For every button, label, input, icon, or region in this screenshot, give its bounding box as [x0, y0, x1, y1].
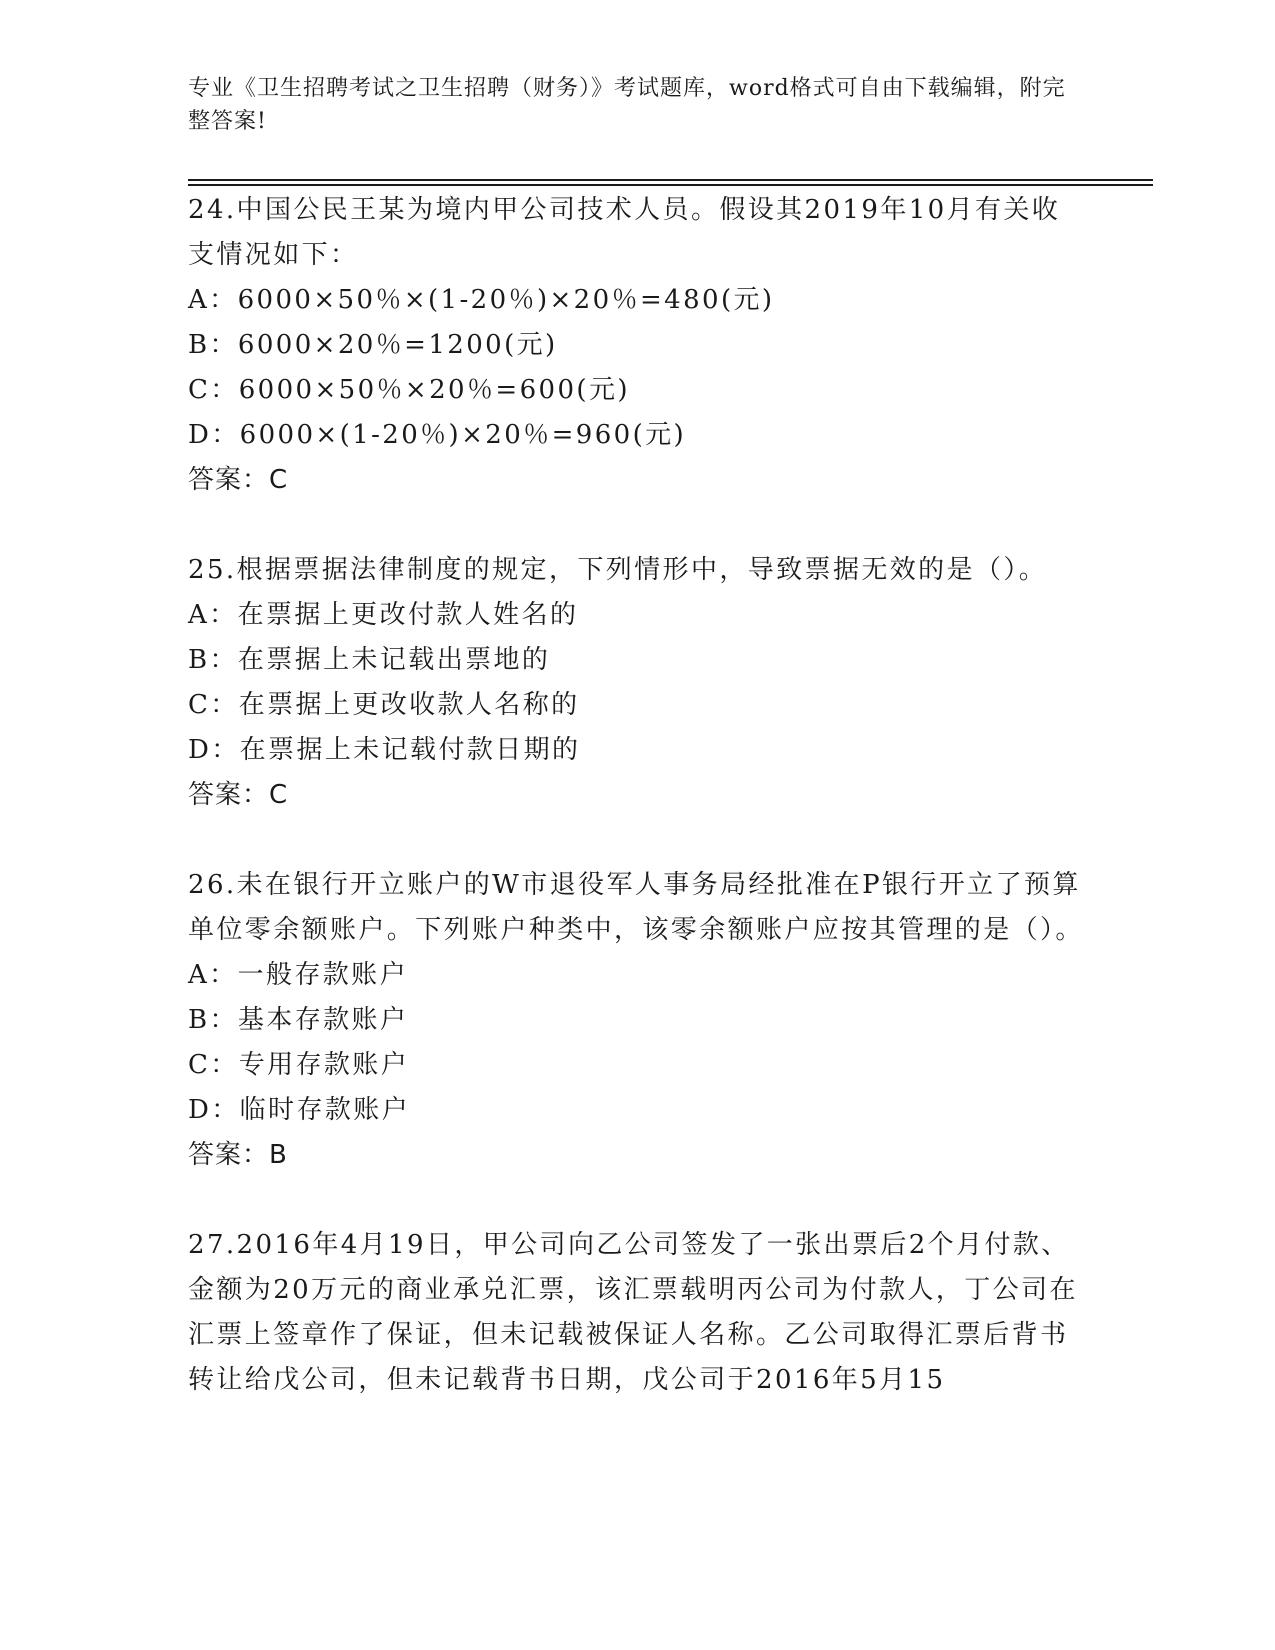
option-b: B：基本存款账户	[188, 1005, 409, 1035]
answer-line: 答案：C	[188, 465, 289, 495]
question-24	[188, 188, 1088, 503]
question-stem: 26.未在银行开立账户的W市退役军人事务局经批准在P银行开立了预算单位零余额账户。下列账户种类中，该零余额账户应按其管理的是（）。	[188, 870, 1084, 945]
option-b: B：6000×20％=1200(元)	[188, 330, 558, 360]
option-b: B：在票据上未记载出票地的	[188, 645, 551, 675]
option-d: D：6000×(1-20％)×20％=960(元)	[188, 420, 687, 450]
answer-line: 答案：B	[188, 1140, 288, 1170]
option-a: A：一般存款账户	[188, 960, 408, 990]
question-stem: 24.中国公民王某为境内甲公司技术人员。假设其2019年10月有关收支情况如下：	[188, 195, 1061, 270]
option-c: C：在票据上更改收款人名称的	[188, 690, 580, 720]
header-rule-bottom	[188, 184, 1153, 186]
header-text: 专业《卫生招聘考试之卫生招聘（财务）》考试题库，word格式可自由下载编辑，附完整答案!	[188, 76, 1066, 134]
option-a: A：在票据上更改付款人姓名的	[188, 600, 579, 630]
option-a: A：6000×50％×(1-20％)×20％=480(元)	[188, 285, 775, 315]
answer-line: 答案：C	[188, 780, 289, 810]
header-rule-top	[188, 179, 1153, 181]
option-d: D：临时存款账户	[188, 1095, 411, 1125]
question-25	[188, 548, 1088, 818]
question-27	[188, 1223, 1088, 1403]
option-d: D：在票据上未记载付款日期的	[188, 735, 581, 765]
question-list	[188, 188, 1088, 1448]
question-stem: 25.根据票据法律制度的规定，下列情形中，导致票据无效的是（）。	[188, 555, 1048, 585]
question-26	[188, 863, 1088, 1178]
question-stem: 27.2016年4月19日，甲公司向乙公司签发了一张出票后2个月付款、金额为20万元的商业承兑汇票，该汇票载明丙公司为付款人，丁公司在汇票上签章作了保证，但未记载被保证人名称。乙公司取得汇票后背书转让给戊公司，但未记载背书日期，戊公司于2016年5月15	[188, 1230, 1078, 1395]
option-c: C：专用存款账户	[188, 1050, 410, 1080]
option-c: C：6000×50％×20％=600(元)	[188, 375, 630, 405]
